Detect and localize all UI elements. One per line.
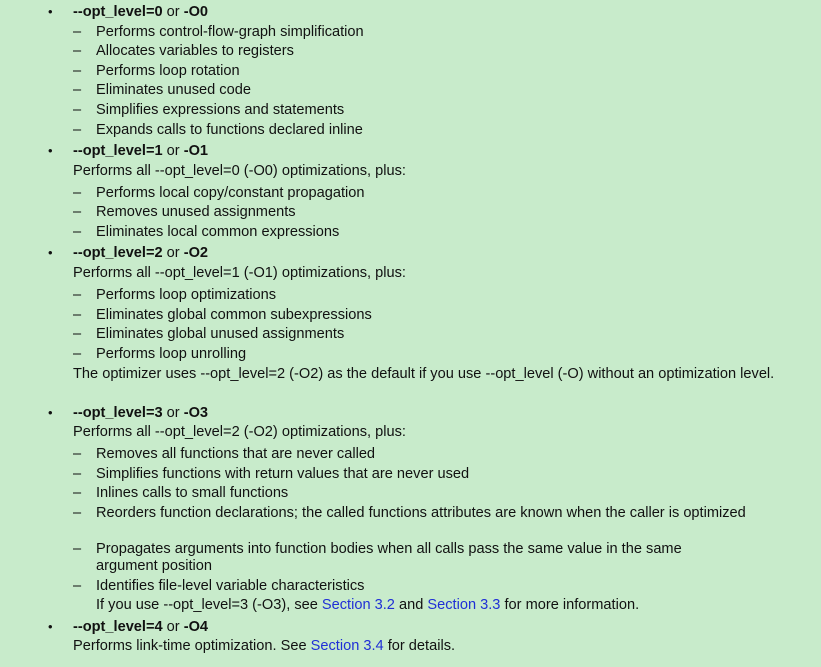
item-text: Eliminates unused code — [96, 82, 251, 98]
item-text: Performs loop unrolling — [96, 346, 247, 362]
flag-name: --opt_level=4 — [73, 619, 163, 635]
item-text: Eliminates global common subexpressions — [96, 307, 372, 323]
more-mid: and — [394, 597, 428, 613]
short-flag: -O4 — [183, 619, 209, 635]
dash-icon: – — [73, 346, 82, 362]
level-3-intro: Performs all --opt_level=2 (-O2) optimizations, plus: — [73, 424, 406, 440]
dash-icon: – — [73, 224, 82, 240]
dash-icon: – — [73, 122, 82, 138]
bullet-icon: • — [48, 405, 53, 420]
dash-icon: – — [73, 541, 82, 557]
item-text: Simplifies expressions and statements — [96, 102, 345, 118]
dash-icon: – — [73, 185, 82, 201]
item-text: Propagates arguments into function bodies when all calls pass the same value in the same argument position — [96, 541, 682, 574]
level-4-title — [73, 617, 208, 637]
item-text: Removes unused assignments — [96, 204, 296, 220]
level-3-heading — [0, 403, 821, 423]
bullet-icon: • — [48, 245, 53, 260]
dash-icon: – — [73, 63, 82, 79]
item-text: Eliminates global unused assignments — [96, 326, 345, 342]
item-text: Allocates variables to registers — [96, 43, 294, 59]
intro-prefix: Performs link-time optimization. See — [73, 638, 311, 654]
bullet-icon: • — [48, 619, 53, 634]
level-1-intro: Performs all --opt_level=0 (-O0) optimizations, plus: — [73, 163, 406, 179]
more-suffix: for more information. — [500, 597, 640, 613]
more-prefix: If you use --opt_level=3 (-O3), see — [96, 597, 322, 613]
dash-icon: – — [73, 82, 82, 98]
dash-icon: – — [73, 102, 82, 118]
section-3-4-link[interactable]: Section 3.4 — [310, 638, 384, 654]
flag-name: --opt_level=2 — [73, 245, 163, 261]
item-text: Identifies file-level variable characteristics — [96, 578, 365, 594]
item-text: Performs loop rotation — [96, 63, 240, 79]
dash-icon: – — [73, 307, 82, 323]
or-text: or — [162, 245, 184, 261]
item-text: Simplifies functions with return values that are never used — [96, 466, 470, 482]
level-4-heading — [0, 617, 821, 637]
intro-suffix: for details. — [383, 638, 456, 654]
item-text: Performs local copy/constant propagation — [96, 185, 365, 201]
short-flag: -O0 — [183, 4, 209, 20]
more-info-text — [96, 597, 639, 614]
item-text: Performs loop optimizations — [96, 287, 277, 303]
item-text: Reorders function declarations; the called functions attributes are known when the caller is optimized — [96, 505, 746, 521]
level-1-title — [73, 141, 208, 161]
dash-icon: – — [73, 466, 82, 482]
item-text: Eliminates local common expressions — [96, 224, 340, 240]
flag-name: --opt_level=0 — [73, 4, 163, 20]
bullet-icon: • — [48, 4, 53, 19]
or-text: or — [162, 143, 184, 159]
item-text: Expands calls to functions declared inline — [96, 122, 363, 138]
dash-icon: – — [73, 505, 82, 521]
level-0-heading — [0, 2, 821, 22]
or-text: or — [162, 405, 184, 421]
level-0-title — [73, 2, 208, 22]
dash-icon: – — [73, 24, 82, 40]
dash-icon: – — [73, 446, 82, 462]
short-flag: -O1 — [183, 143, 209, 159]
item-text: Removes all functions that are never called — [96, 446, 376, 462]
short-flag: -O3 — [183, 405, 209, 421]
dash-icon: – — [73, 578, 82, 594]
dash-icon: – — [73, 204, 82, 220]
dash-icon: – — [73, 485, 82, 501]
level-2-title — [73, 243, 208, 263]
level-2-intro: Performs all --opt_level=1 (-O1) optimizations, plus: — [73, 265, 406, 281]
item-text: Performs control-flow-graph simplification — [96, 24, 364, 40]
flag-name: --opt_level=3 — [73, 405, 163, 421]
level-2-heading — [0, 243, 821, 263]
or-text: or — [162, 619, 184, 635]
or-text: or — [162, 4, 184, 20]
bullet-icon: • — [48, 143, 53, 158]
item-text: Inlines calls to small functions — [96, 485, 289, 501]
level-3-title — [73, 403, 208, 423]
level-1-heading — [0, 141, 821, 161]
section-3-2-link[interactable]: Section 3.2 — [321, 597, 395, 613]
dash-icon: – — [73, 326, 82, 342]
level-4-intro — [73, 638, 793, 655]
flag-name: --opt_level=1 — [73, 143, 163, 159]
dash-icon: – — [73, 287, 82, 303]
level-2-note: The optimizer uses --opt_level=2 (-O2) as the default if you use --opt_level (-O) without an optimization level. — [73, 366, 775, 382]
section-3-3-link[interactable]: Section 3.3 — [427, 597, 501, 613]
dash-icon: – — [73, 43, 82, 59]
short-flag: -O2 — [183, 245, 209, 261]
